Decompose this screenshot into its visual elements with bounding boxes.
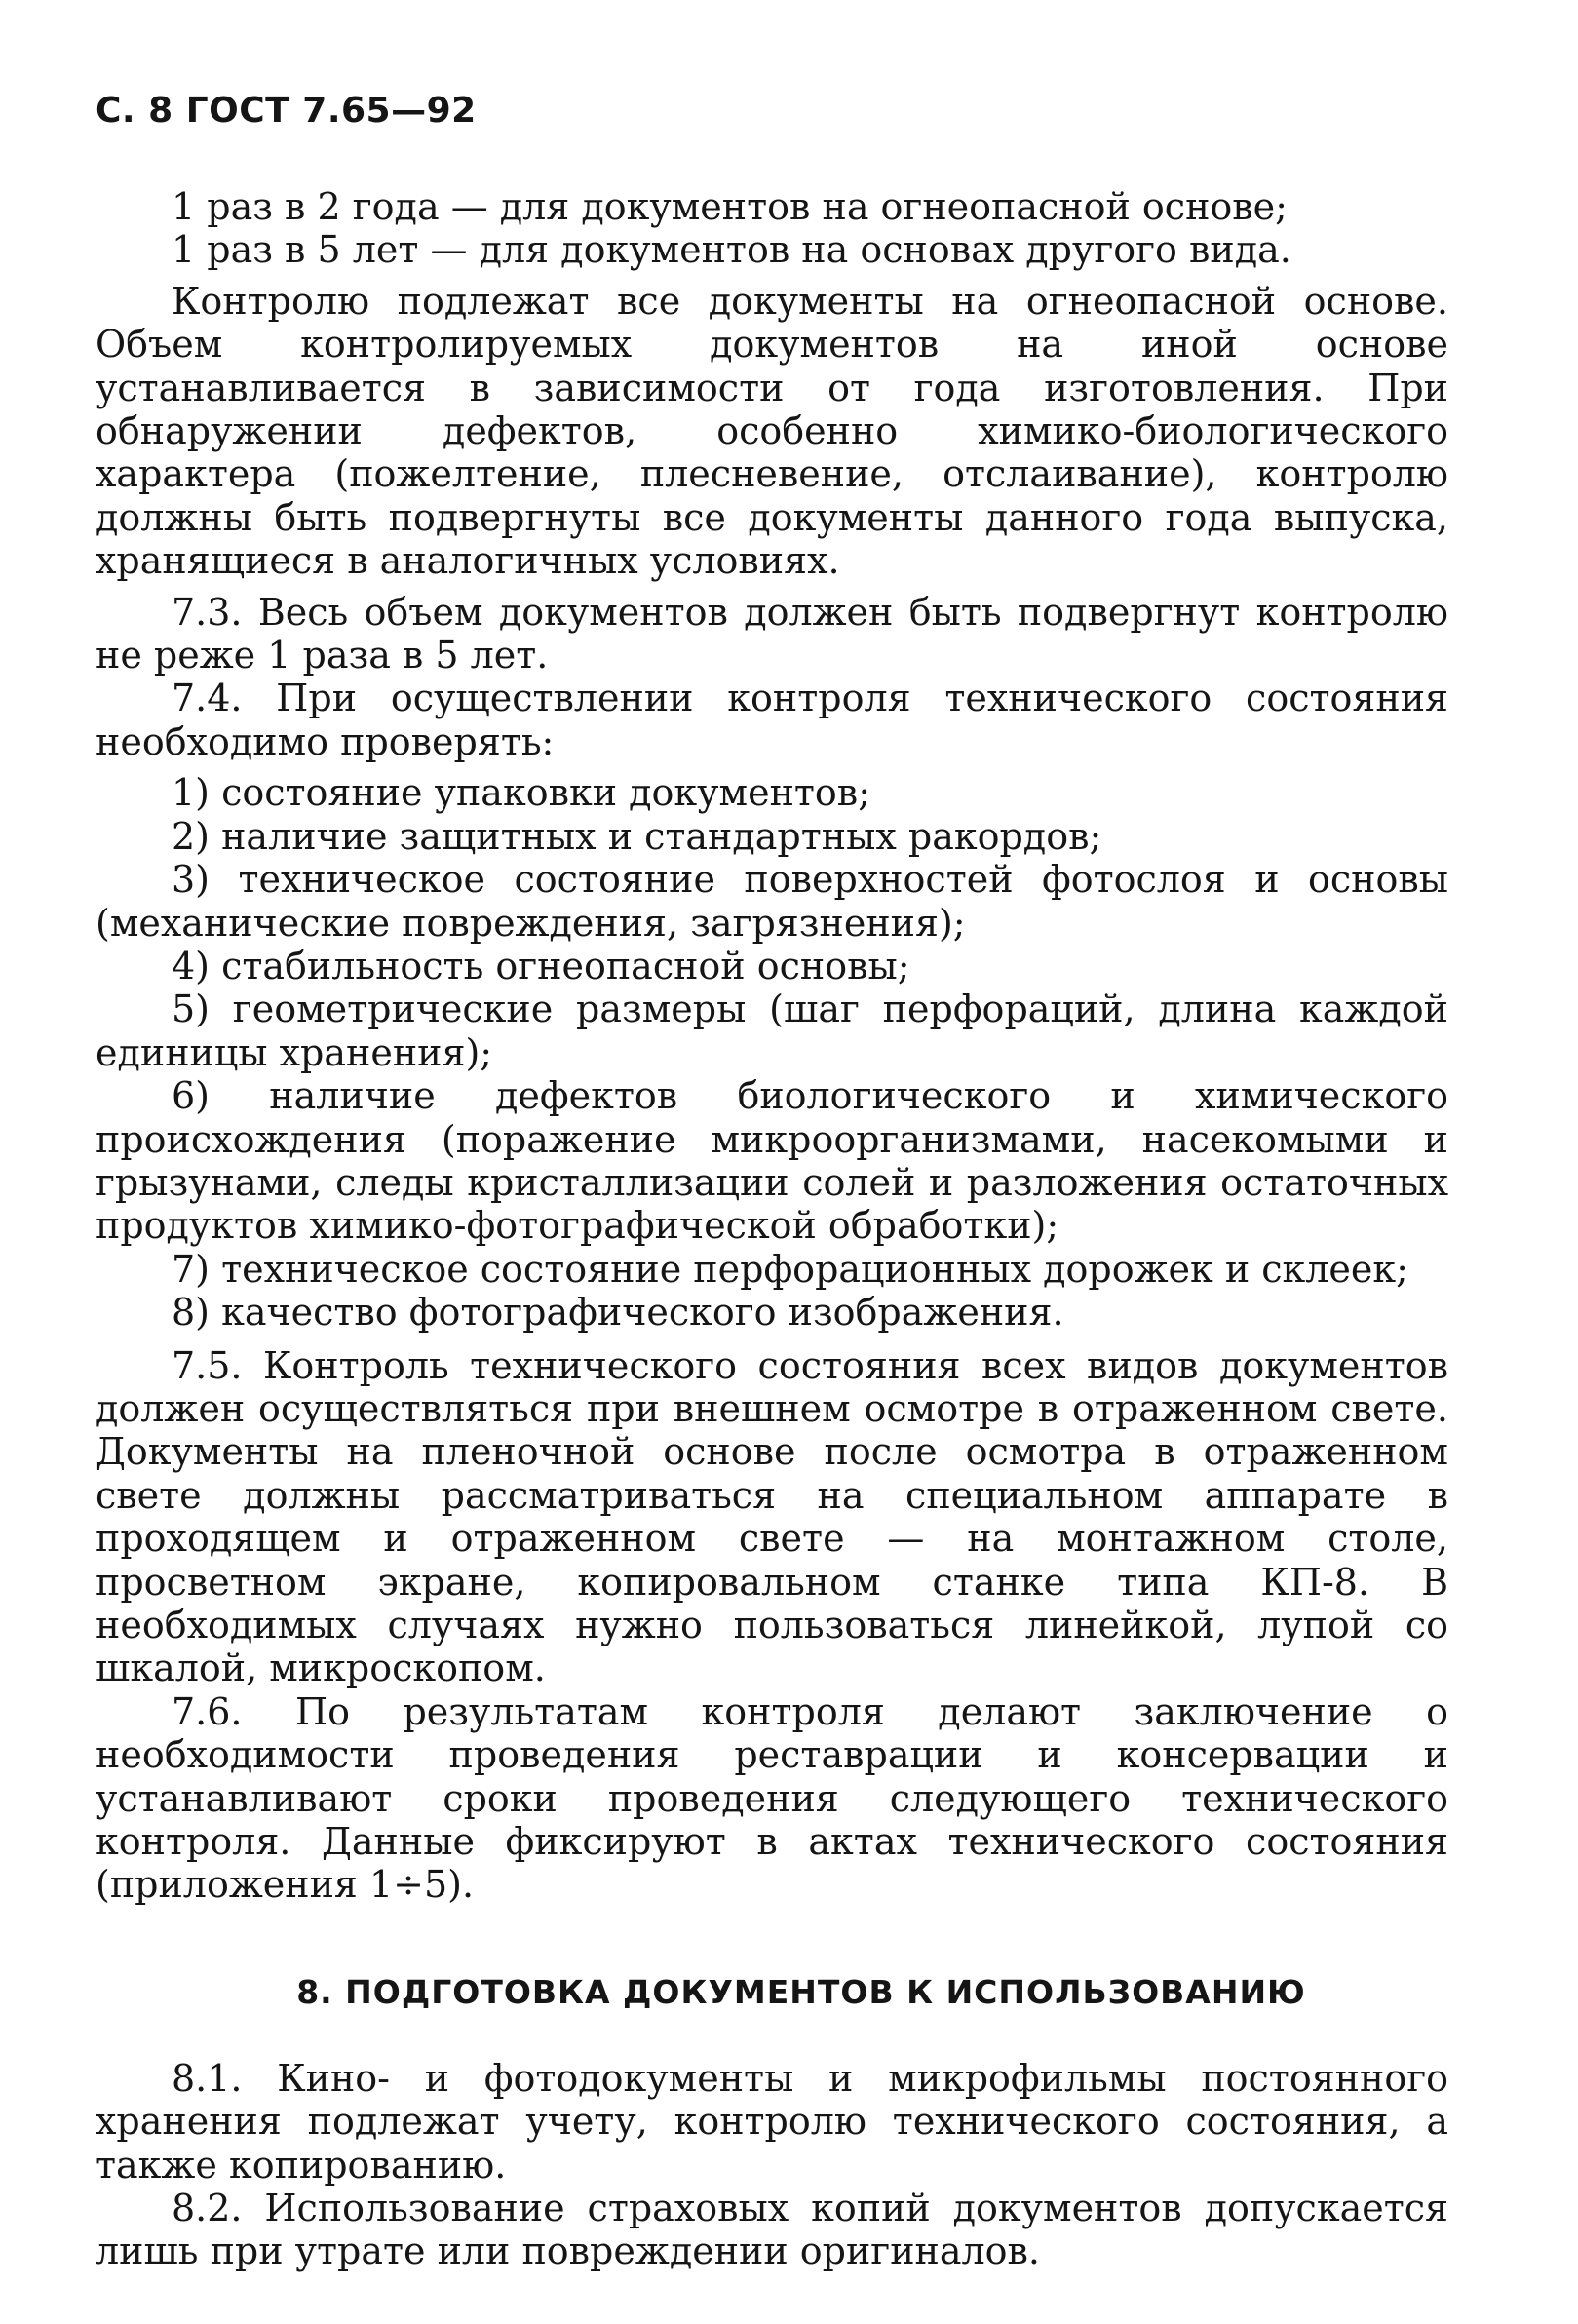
- paragraph-7-6: 7.6. По результатам контроля делают заключение о необходимости проведения реставрации и консервации и устанавливают сроки проведения следующего технического контроля. Данные фиксируют в актах технического состояния (приложения 1÷5).: [96, 1689, 1448, 1907]
- list-item-1: 1) состояние упаковки документов;: [172, 771, 870, 815]
- list-item-8: 8) качество фотографического изображения.: [172, 1291, 1064, 1335]
- paragraph-control-scope: Контролю подлежат все документы на огнеопасной основе. Объем контролируемых документов на иной основе устанавливается в зависимости от года изготовления. При обнаружении дефектов, особенно химико-биологического характера (пожелтение, плесневение, отслаивание), контролю должны быть подвергнуты все документы данного года выпуска, хранящиеся в аналогичных условиях.: [96, 279, 1448, 583]
- paragraph-8-2: 8.2. Использование страховых копий документов допускается лишь при утрате или повреждении оригиналов.: [96, 2187, 1448, 2273]
- list-item-4: 4) стабильность огнеопасной основы;: [172, 944, 910, 988]
- list-item-5: 5) геометрические размеры (шаг перфораций, длина каждой единицы хранения);: [96, 988, 1448, 1074]
- paragraph-7-4: 7.4. При осуществлении контроля технического состояния необходимо проверять:: [96, 677, 1448, 763]
- paragraph-frequency-other: 1 раз в 5 лет — для документов на основах другого вида.: [172, 228, 1291, 272]
- paragraph-8-1: 8.1. Кино- и фотодокументы и микрофильмы постоянного хранения подлежат учету, контролю технического состояния, а также копированию.: [96, 2056, 1448, 2187]
- paragraph-7-3: 7.3. Весь объем документов должен быть подвергнут контролю не реже 1 раза в 5 лет.: [96, 590, 1448, 678]
- paragraph-frequency-flammable: 1 раз в 2 года — для документов на огнеопасной основе;: [172, 185, 1288, 228]
- list-item-2: 2) наличие защитных и стандартных ракордов;: [172, 814, 1102, 858]
- list-item-3: 3) техническое состояние поверхностей фотослоя и основы (механические повреждения, загрязнения);: [96, 858, 1448, 945]
- running-head: С. 8 ГОСТ 7.65—92: [96, 91, 477, 131]
- list-item-7: 7) техническое состояние перфорационных дорожек и склеек;: [172, 1247, 1408, 1291]
- body-text: [96, 185, 1448, 2273]
- paragraph-7-5: 7.5. Контроль технического состояния всех видов документов должен осуществляться при внешнем осмотре в отраженном свете. Документы на пленочной основе после осмотра в отраженном свете должны рассматриваться на специальном аппарате в проходящем и отраженном свете — на монтажном столе, просветном экране, копировальном станке типа КП-8. В необходимых случаях нужно пользоваться линейкой, лупой со шкалой, микроскопом.: [96, 1343, 1448, 1690]
- section-8-heading: 8. ПОДГОТОВКА ДОКУМЕНТОВ К ИСПОЛЬЗОВАНИЮ: [296, 1972, 1306, 2011]
- list-item-6: 6) наличие дефектов биологического и химического происхождения (поражение микроорганизмами, насекомыми и грызунами, следы кристаллизации солей и разложения остаточных продуктов химико-фотографической обработки);: [96, 1074, 1448, 1248]
